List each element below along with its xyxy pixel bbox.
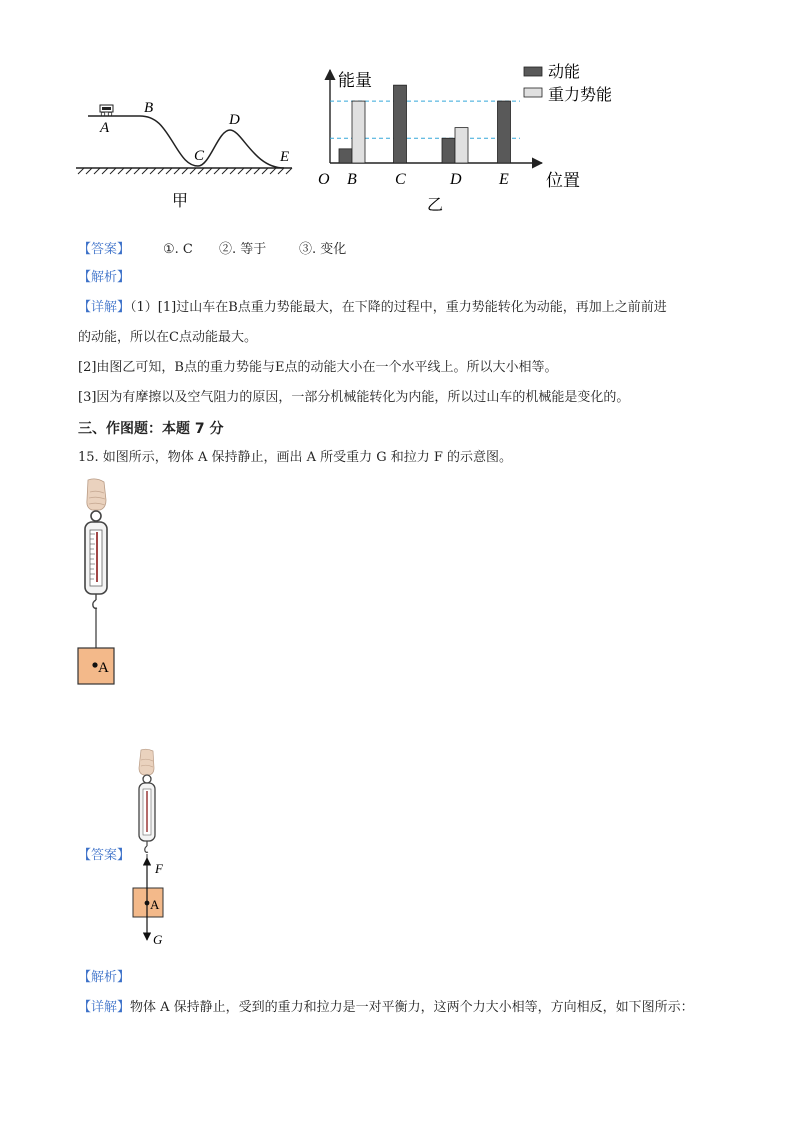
section-3-heading: 三、作图题：本题 7 分 <box>78 421 224 437</box>
detail-tag: 【详解】 <box>78 300 131 315</box>
figure-yi-caption: 乙 <box>427 197 444 214</box>
detail-line-3: [2]由图乙可知，B点的重力势能与E点的动能大小在一个水平线上。所以大小相等。 <box>78 360 558 375</box>
q15-detail-tag: 【详解】 <box>78 1000 131 1015</box>
detail-line-1: （1）[1]过山车在B点重力势能最大，在下降的过程中，重力势能转化为动能，再加上之前前进 <box>130 300 667 315</box>
point-d-label: D <box>229 112 240 128</box>
bar-kinetic-c <box>394 85 407 163</box>
coaster-cart-icon <box>100 105 113 116</box>
legend-swatch-kinetic <box>524 67 542 76</box>
x-tick-b: B <box>347 171 357 188</box>
y-axis-label: 能量 <box>338 71 372 90</box>
answer-figure <box>125 748 185 948</box>
force-f-label: F <box>155 861 163 876</box>
bar-potential-d <box>455 128 468 163</box>
hand-icon-small <box>139 749 154 775</box>
q15-answer-tag: 【答案】 <box>78 848 131 863</box>
x-tick-c: C <box>395 171 406 188</box>
bar-kinetic-e <box>498 101 511 163</box>
block-a-label: A <box>98 660 109 676</box>
x-tick-e: E <box>499 171 509 188</box>
figure-jia-caption: 甲 <box>172 193 189 210</box>
x-tick-d: D <box>450 171 462 188</box>
legend-label-potential: 重力势能 <box>548 87 613 104</box>
hand-icon <box>87 479 106 510</box>
bar-kinetic-d <box>442 138 455 163</box>
point-e-label: E <box>280 149 290 165</box>
figure-jia <box>70 90 300 210</box>
force-g-label: G <box>153 932 163 947</box>
coaster-track <box>88 116 284 168</box>
q15-detail-text: 物体 A 保持静止，受到的重力和拉力是一对平衡力，这两个力大小相等，方向相反，如下图所示： <box>130 1000 694 1015</box>
q15-analysis-tag: 【解析】 <box>78 970 131 985</box>
origin-label: O <box>318 171 330 188</box>
bar-kinetic-b <box>339 149 352 163</box>
x-axis-label: 位置 <box>546 171 580 190</box>
answer-1: ①. C <box>163 242 193 257</box>
detail-line-2: 的动能，所以在C点动能最大。 <box>78 330 257 345</box>
point-c-label: C <box>194 148 205 164</box>
point-a-label: A <box>100 120 110 136</box>
legend-swatch-potential <box>524 88 542 97</box>
answer-2: ②. 等于 <box>219 242 267 257</box>
point-b-label: B <box>144 100 154 116</box>
answer-tag: 【答案】 <box>78 242 131 257</box>
legend-label-kinetic: 动能 <box>548 64 581 81</box>
detail-line-4: [3]因为有摩擦以及空气阻力的原因，一部分机械能转化为内能，所以过山车的机械能是变化的。 <box>78 390 630 405</box>
answer-block-label: A <box>150 897 160 912</box>
figure-yi-chart <box>310 60 640 215</box>
question-15: 15. 如图所示，物体 A 保持静止，画出 A 所受重力 G 和拉力 F 的示意图。 <box>78 450 513 465</box>
answer-3: ③. 变化 <box>299 242 347 257</box>
ground-hatching <box>78 168 292 174</box>
bar-potential-b <box>352 101 365 163</box>
analysis-tag: 【解析】 <box>78 270 131 285</box>
spring-scale-figure <box>70 478 130 688</box>
